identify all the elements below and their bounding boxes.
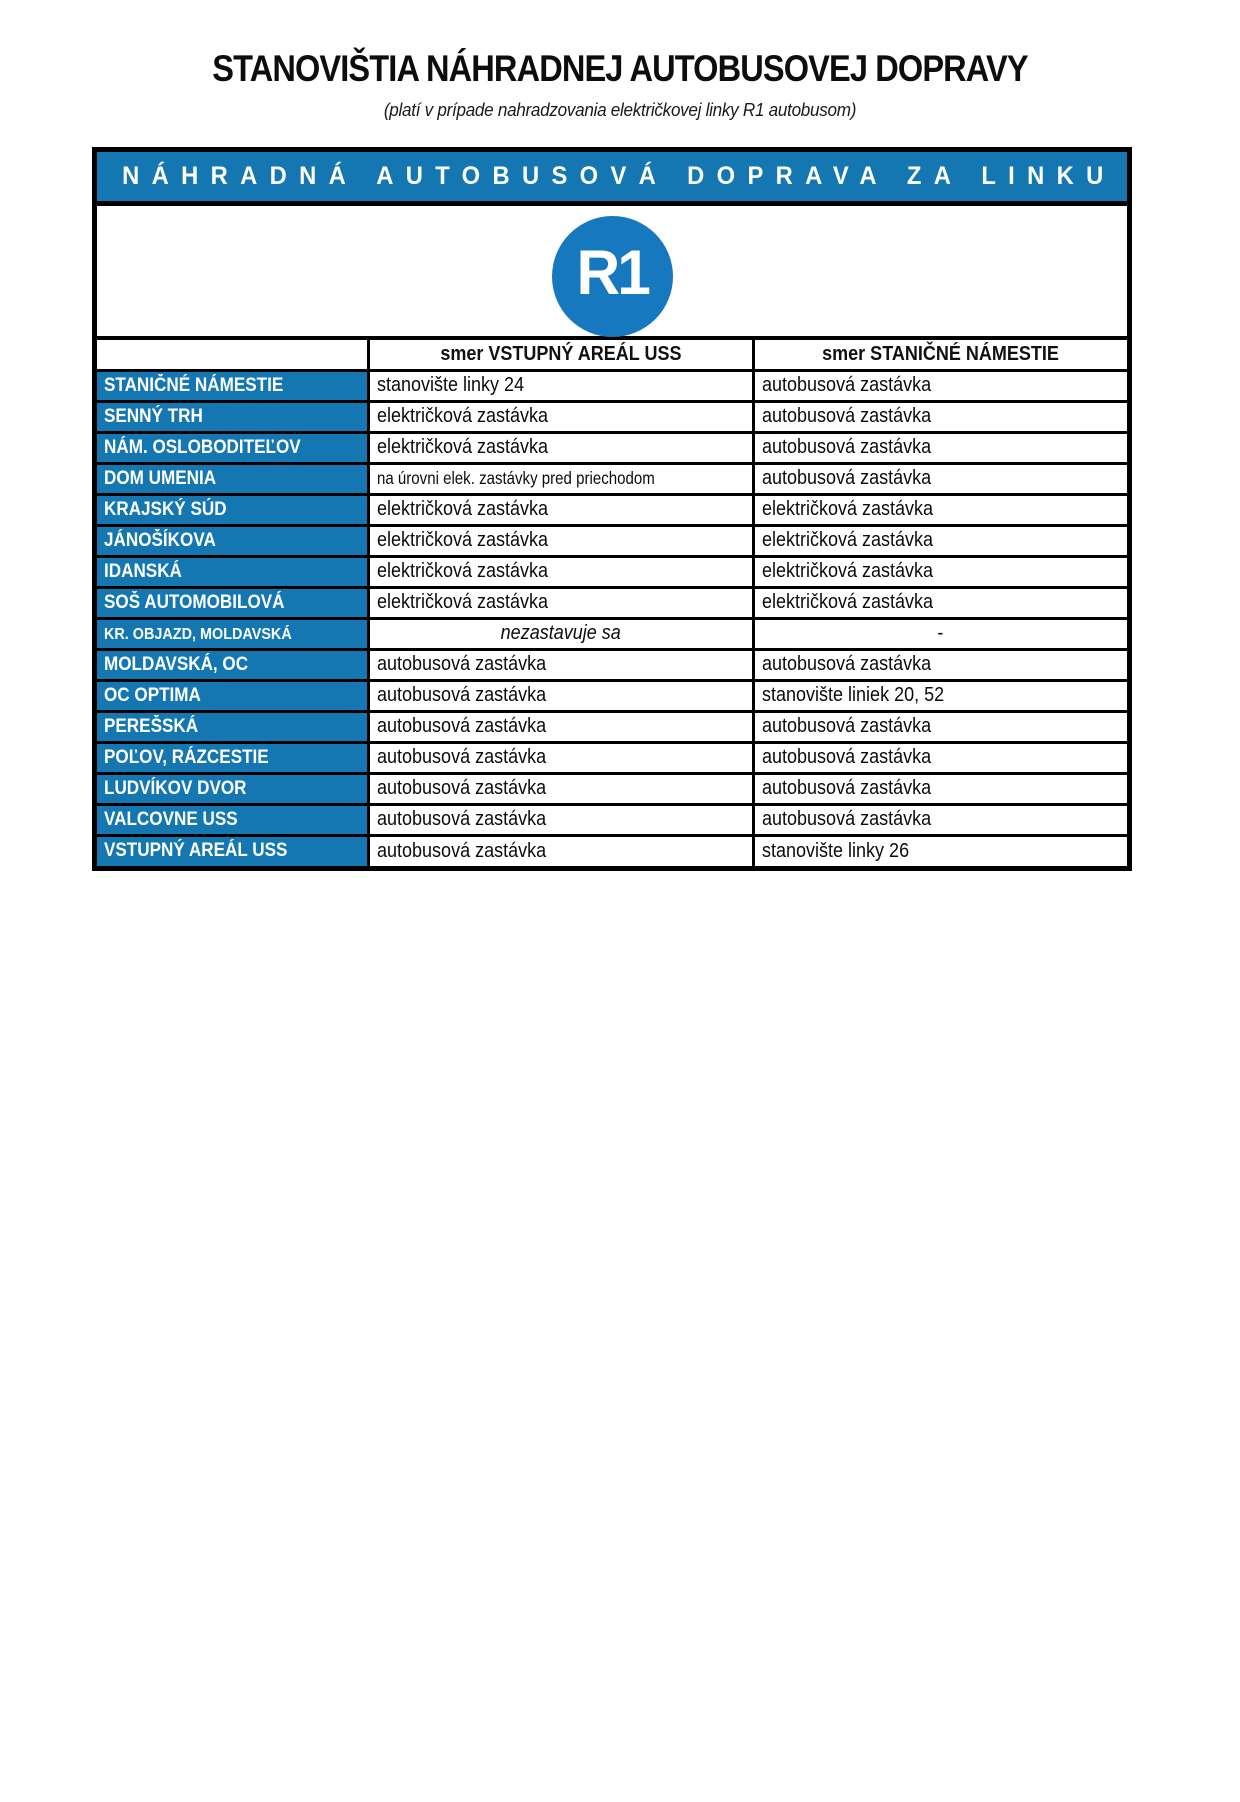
stop-name-cell: VSTUPNÝ AREÁL USS: [97, 835, 369, 866]
stop-name-cell: KRAJSKÝ SÚD: [97, 494, 369, 525]
direction-uss-cell: električková zastávka: [369, 401, 753, 432]
stop-name-cell: KR. OBJAZD, MOLDAVSKÁ: [97, 618, 369, 649]
direction-uss-cell: na úrovni elek. zastávky pred priechodom: [369, 463, 753, 494]
direction-stanicne-cell: električková zastávka: [753, 525, 1127, 556]
table-row: [97, 525, 1127, 556]
table-row: [97, 587, 1127, 618]
table-row: [97, 618, 1127, 649]
stop-name-cell: OC OPTIMA: [97, 680, 369, 711]
direction-stanicne-cell: autobusová zastávka: [753, 432, 1127, 463]
stop-name-cell: IDANSKÁ: [97, 556, 369, 587]
direction-uss-cell: autobusová zastávka: [369, 773, 753, 804]
direction-stanicne-cell: autobusová zastávka: [753, 742, 1127, 773]
table-row: [97, 494, 1127, 525]
table-row: [97, 804, 1127, 835]
direction-uss-cell: električková zastávka: [369, 494, 753, 525]
direction-uss-cell: električková zastávka: [369, 432, 753, 463]
direction-uss-cell: autobusová zastávka: [369, 742, 753, 773]
direction-stanicne-cell: električková zastávka: [753, 494, 1127, 525]
stop-name-cell: SENNÝ TRH: [97, 401, 369, 432]
table-header-row: [97, 340, 1127, 370]
direction-uss-cell: autobusová zastávka: [369, 680, 753, 711]
direction-uss-cell: nezastavuje sa: [369, 618, 753, 649]
stop-name-cell: VALCOVNE USS: [97, 804, 369, 835]
table-row: [97, 742, 1127, 773]
stop-name-cell: DOM UMENIA: [97, 463, 369, 494]
stop-name-cell: POĽOV, RÁZCESTIE: [97, 742, 369, 773]
direction-uss-cell: stanovište linky 24: [369, 370, 753, 401]
direction-stanicne-cell: -: [753, 618, 1127, 649]
direction-uss-cell: autobusová zastávka: [369, 649, 753, 680]
direction-uss-cell: autobusová zastávka: [369, 835, 753, 866]
direction-stanicne-cell: autobusová zastávka: [753, 773, 1127, 804]
stop-name-cell: MOLDAVSKÁ, OC: [97, 649, 369, 680]
table-row: [97, 401, 1127, 432]
table-row: [97, 432, 1127, 463]
page-subtitle: (platí v prípade nahradzovania električkovej linky R1 autobusom): [383, 100, 857, 120]
table-row: [97, 556, 1127, 587]
table-row: [97, 463, 1127, 494]
direction-stanicne-cell: autobusová zastávka: [753, 711, 1127, 742]
table-row: [97, 835, 1127, 866]
col-header-direction-uss: smer VSTUPNÝ AREÁL USS: [369, 340, 753, 370]
banner-label: NÁHRADNÁ AUTOBUSOVÁ DOPRAVA ZA LINKU: [121, 162, 1116, 190]
table-row: [97, 370, 1127, 401]
direction-uss-cell: električková zastávka: [369, 556, 753, 587]
document-page: [0, 48, 1240, 1802]
stop-name-cell: JÁNOŠÍKOVA: [97, 525, 369, 556]
direction-uss-cell: autobusová zastávka: [369, 711, 753, 742]
stops-table: [97, 340, 1127, 866]
table-row: [97, 680, 1127, 711]
direction-stanicne-cell: stanovište linky 26: [753, 835, 1127, 866]
direction-uss-cell: električková zastávka: [369, 587, 753, 618]
direction-stanicne-cell: autobusová zastávka: [753, 401, 1127, 432]
line-logo-box: [97, 206, 1127, 340]
col-header-stop: [97, 340, 369, 370]
direction-stanicne-cell: autobusová zastávka: [753, 649, 1127, 680]
line-r1-badge-label: R1: [576, 238, 648, 308]
page-title: STANOVIŠTIA NÁHRADNEJ AUTOBUSOVEJ DOPRAVY: [212, 48, 1028, 89]
direction-uss-cell: električková zastávka: [369, 525, 753, 556]
direction-stanicne-cell: autobusová zastávka: [753, 370, 1127, 401]
direction-stanicne-cell: autobusová zastávka: [753, 804, 1127, 835]
direction-stanicne-cell: autobusová zastávka: [753, 463, 1127, 494]
notice-board: [92, 147, 1132, 871]
stop-name-cell: LUDVÍKOV DVOR: [97, 773, 369, 804]
line-r1-badge-icon: [552, 216, 673, 337]
direction-stanicne-cell: električková zastávka: [753, 587, 1127, 618]
table-row: [97, 773, 1127, 804]
stop-name-cell: NÁM. OSLOBODITEĽOV: [97, 432, 369, 463]
table-row: [97, 649, 1127, 680]
direction-stanicne-cell: stanovište liniek 20, 52: [753, 680, 1127, 711]
col-header-direction-stanicne: smer STANIČNÉ NÁMESTIE: [753, 340, 1127, 370]
stop-name-cell: PEREŠSKÁ: [97, 711, 369, 742]
stop-name-cell: STANIČNÉ NÁMESTIE: [97, 370, 369, 401]
direction-uss-cell: autobusová zastávka: [369, 804, 753, 835]
stop-name-cell: SOŠ AUTOMOBILOVÁ: [97, 587, 369, 618]
banner: [97, 152, 1127, 206]
direction-stanicne-cell: električková zastávka: [753, 556, 1127, 587]
table-row: [97, 711, 1127, 742]
